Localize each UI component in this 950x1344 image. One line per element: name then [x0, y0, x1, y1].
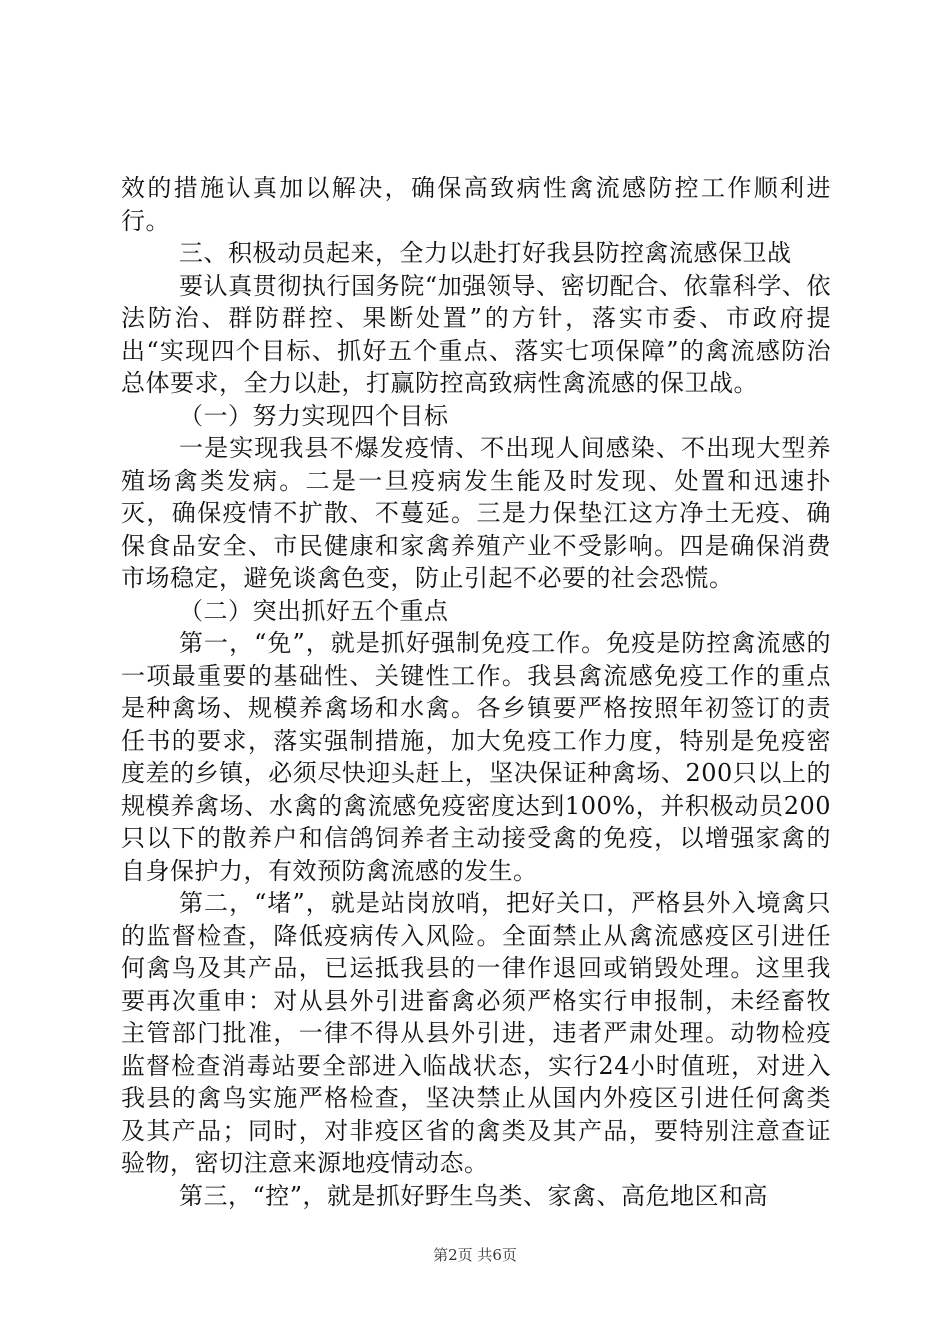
- subheading-four-goals: （一）努力实现四个目标: [179, 401, 449, 430]
- paragraph-policy: 要认真贯彻执行国务院“加强领导、密切配合、依靠科学、依法防治、群防群控、果断处置”的方针，落实市委、市政府提出“实现四个目标、抓好五个重点、落实七项保障”的禽流感防治总体要求，全力以赴，打赢防控高致病性禽流感的保卫战。: [121, 271, 831, 397]
- subheading-five-priorities: （二）突出抓好五个重点: [179, 596, 449, 625]
- paragraph-four-goals: 一是实现我县不爆发疫情、不出现人间感染、不出现大型养殖场禽类发病。二是一旦疫病发生能及时发现、处置和迅速扑灭，确保疫情不扩散、不蔓延。三是力保垫江这方净土无疫、确保食品安全、市民健康和家禽养殖产业不受影响。四是确保消费市场稳定，避免谈禽色变，防止引起不必要的社会恐慌。: [121, 434, 831, 592]
- document-body: [121, 172, 831, 1212]
- paragraph-continuation: 效的措施认真加以解决，确保高致病性禽流感防控工作顺利进行。: [121, 174, 831, 235]
- paragraph-immunization: 第一，“免”，就是抓好强制免疫工作。免疫是防控禽流感的一项最重要的基础性、关键性工作。我县禽流感免疫工作的重点是种禽场、规模养禽场和水禽。各乡镇要严格按照年初签订的责任书的要求，落实强制措施，加大免疫工作力度，特别是免疫密度差的乡镇，必须尽快迎头赶上，坚决保证种禽场、200只以上的规模养禽场、水禽的禽流感免疫密度达到100%，并积极动员200只以下的散养户和信鸽饲养者主动接受禽的免疫，以增强家禽的自身保护力，有效预防禽流感的发生。: [121, 629, 831, 885]
- paragraph-control: 第三，“控”，就是抓好野生鸟类、家禽、高危地区和高: [179, 1181, 769, 1210]
- page-number-footer: 第2页 共6页: [433, 1246, 517, 1264]
- section-heading-three: 三、积极动员起来，全力以赴打好我县防控禽流感保卫战: [179, 239, 792, 267]
- paragraph-blocking: 第二，“堵”，就是站岗放哨，把好关口，严格县外入境禽只的监督检查，降低疫病传入风险。全面禁止从禽流感疫区引进任何禽鸟及其产品，已运抵我县的一律作退回或销毁处理。这里我要再次重申：对从县外引进畜禽必须严格实行申报制，未经畜牧主管部门批准，一律不得从县外引进，违者严肃处理。动物检疫监督检查消毒站要全部进入临战状态，实行24小时值班，对进入我县的禽鸟实施严格检查，坚决禁止从国内外疫区引进任何禽类及其产品；同时，对非疫区省的禽类及其产品，要特别注意查证验物，密切注意来源地疫情动态。: [121, 889, 831, 1177]
